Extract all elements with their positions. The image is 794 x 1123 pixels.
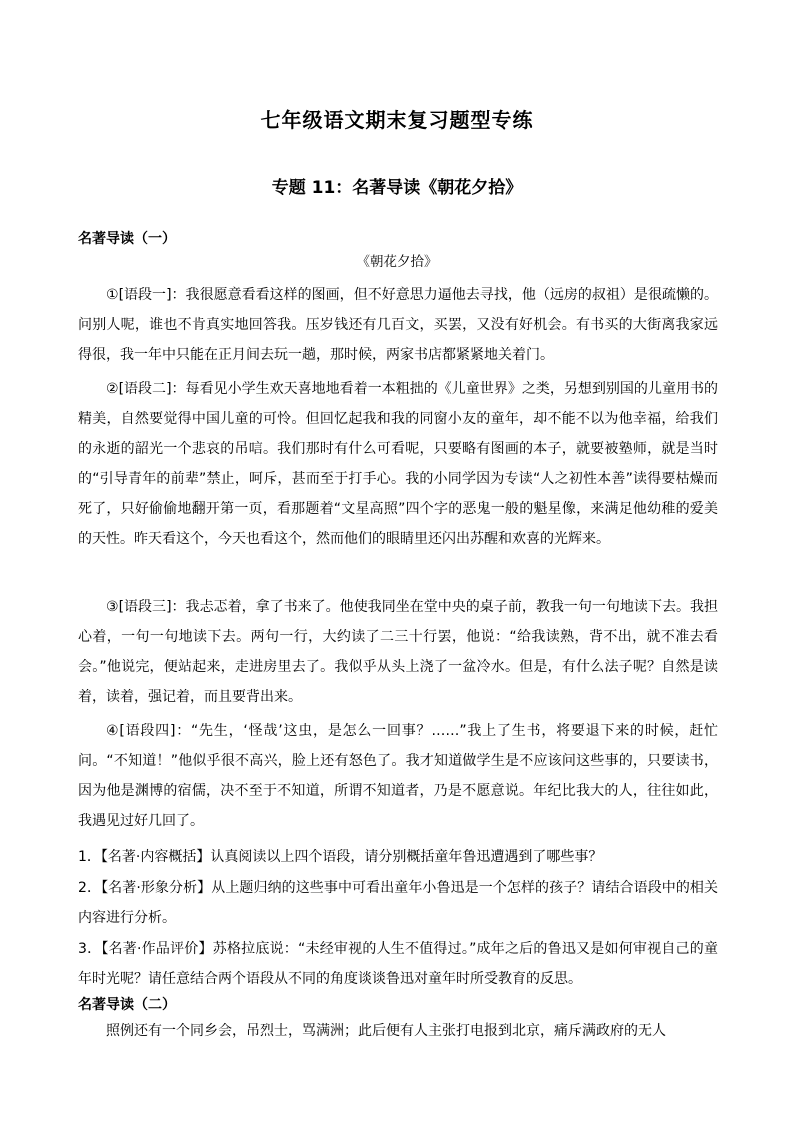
passage-paragraph-2: ②[语段二]：每看见小学生欢天喜地地看着一本粗拙的《儿童世界》之类，另想到别国的儿童用书的精美，自然要觉得中国儿童的可怜。但回忆起我和我的同窗小友的童年，却不能不以为他幸福，给我们的永逝的韶光一个悲哀的吊唁。我们那时有什么可看呢，只要略有图画的本子，就要被塾师，就是当时的“引导青年的前辈”禁止，呵斥，甚而至于打手心。我的小同学因为专读“人之初性本善”读得要枯燥而死了，只好偷偷地翻开第一页，看那题着“文星高照”四个字的恶鬼一般的魁星像，来满足他幼稚的爱美的天性。昨天看这个，今天也看这个，然而他们的眼睛里还闪出苏醒和欢喜的光辉来。 — [78, 381, 718, 547]
question-tag: 【名著·形象分析】 — [101, 880, 212, 896]
question-tag: 【名著·作品评价】 — [101, 941, 213, 957]
section-heading-1: 名著导读（一） — [78, 231, 176, 247]
work-title: 《朝花夕拾》 — [356, 254, 438, 270]
document-title: 七年级语文期末复习题型专练 — [260, 108, 534, 132]
question-2 — [78, 873, 718, 933]
passage-paragraph-4: ④[语段四]：“先生，‘怪哉’这虫，是怎么一回事？……”我上了生书，将要退下来的时候，赶忙问。“不知道！”他似乎很不高兴，脸上还有怒色了。我才知道做学生是不应该问这些事的，只要读书，因为他是渊博的宿儒，决不至于不知道，所谓不知道者，乃是不愿意说。年纪比我大的人，往往如此，我遇见过好几回了。 — [78, 723, 718, 829]
question-number: 3． — [78, 941, 102, 957]
passage-paragraph-5: 照例还有一个同乡会，吊烈士，骂满洲；此后便有人主张打电报到北京，痛斥满政府的无人 — [106, 1023, 666, 1039]
question-3 — [78, 934, 718, 994]
passage-paragraph-3: ③[语段三]：我忐忑着，拿了书来了。他使我同坐在堂中央的桌子前，教我一句一句地读下去。我担心着，一句一句地读下去。两句一行，大约读了二三十行罢，他说：“给我读熟，背不出，就不准去看会。”他说完，便站起来，走进房里去了。我似乎从头上浇了一盆冷水。但是，有什么法子呢？自然是读着，读着，强记着，而且要背出来。 — [78, 599, 718, 705]
question-text: 苏格拉底说：“未经审视的人生不值得过。”成年之后的鲁迅又是如何审视自己的童年时光呢？请任意结合两个语段从不同的角度谈谈鲁迅对童年时所受教育的反思。 — [78, 941, 718, 987]
question-tag: 【名著·内容概括】 — [100, 849, 211, 865]
question-number: 1． — [78, 849, 101, 865]
question-1 — [78, 842, 718, 872]
question-number: 2． — [78, 880, 102, 896]
question-text: 从上题归纳的这些事中可看出童年小鲁迅是一个怎样的孩子？请结合语段中的相关内容进行分析。 — [78, 880, 719, 926]
section-heading-2: 名著导读（二） — [78, 997, 176, 1013]
document-subtitle: 专题 11：名著导读《朝花夕拾》 — [271, 178, 523, 198]
question-text: 认真阅读以上四个语段，请分别概括童年鲁迅遭遇到了哪些事？ — [210, 849, 603, 865]
passage-paragraph-1: ①[语段一]：我很愿意看看这样的图画，但不好意思力逼他去寻找，他（远房的叔祖）是很疏懒的。问别人呢，谁也不肯真实地回答我。压岁钱还有几百文，买罢，又没有好机会。有书买的大街离我家远得很，我一年中只能在正月间去玩一趟，那时候，两家书店都紧紧地关着门。 — [78, 287, 718, 363]
